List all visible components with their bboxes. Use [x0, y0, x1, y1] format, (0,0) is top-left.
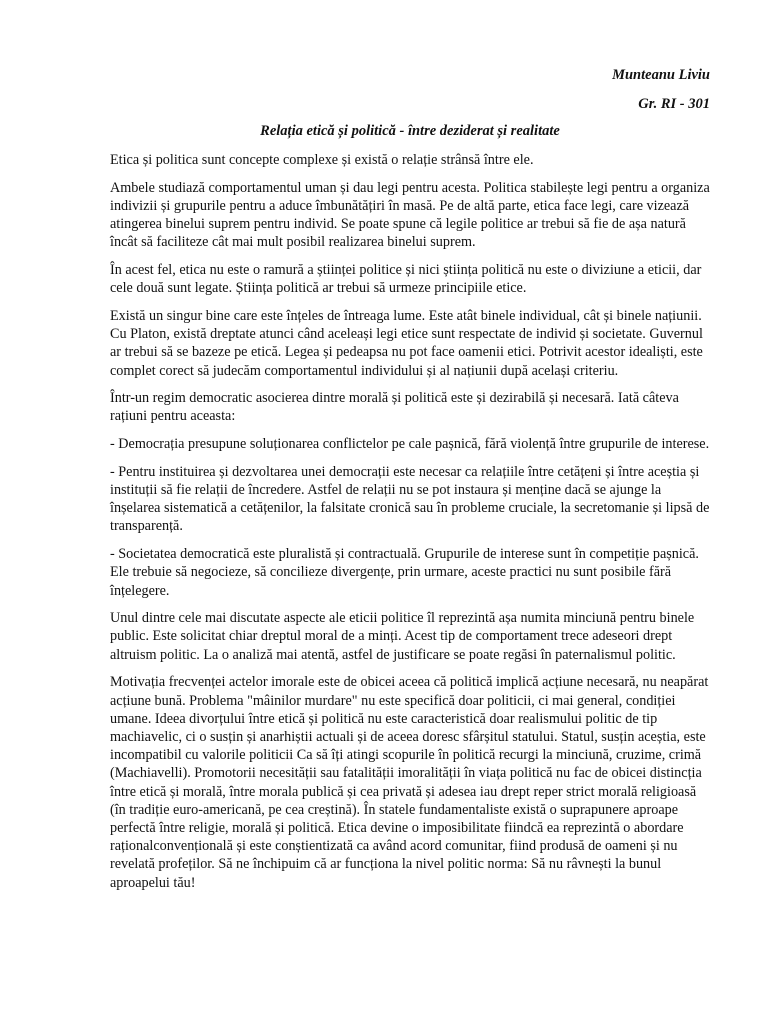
student-group: Gr. RI - 301 [638, 96, 710, 112]
document-page [110, 0, 710, 1024]
list-item: - Democrația presupune soluționarea conflictelor pe cale pașnică, fără violență între grupurile de interese. [110, 436, 710, 453]
document-title: Relația etică și politică - între deziderat și realitate [260, 123, 560, 139]
paragraph: Există un singur bine care este înțeles de întreaga lume. Este atât binele individual, cât și binele națiunii. Cu Platon, există dreptate atunci când aceleași legi etice sunt respectate de individ și societate. Guvernul ar trebui să se bazeze pe etică. Legea și pedeapsa nu pot face oamenii etici. Potrivit acestor idealiști, este complet corect să judecăm comportamentul individului și al națiunii după același criteriu. [110, 307, 703, 379]
paragraph: Ambele studiază comportamentul uman și dau legi pentru acesta. Politica stabilește legi pentru a organiza indivizii și grupurile pentru a aduce îmbunătățiri în masă. Pe de altă parte, etica face legi, care vizează atingerea binelui suprem pentru individ. Se poate spune că legile politice ar trebui să fie de așa natură încât să faciliteze cât mai mult posibil realizarea binelui suprem. [110, 179, 710, 251]
document-body [110, 151, 713, 901]
list-item: - Pentru instituirea și dezvoltarea unei democrații este necesar ca relațiile între cetățeni și între aceștia și instituții să fie relații de încredere. Astfel de relații nu se pot instaura și menține dacă se ajunge la înșelarea sistematică a cetățenilor, la falsitate cronică sau în probleme cruciale, la secretomanie și lipsă de transparență. [110, 463, 710, 535]
author-name: Munteanu Liviu [612, 67, 710, 83]
paragraph: Etica și politica sunt concepte complexe și există o relație strânsă între ele. [110, 152, 534, 168]
paragraph: Într-un regim democratic asocierea dintre morală și politică este și dezirabilă și necesară. Iată câteva rațiuni pentru aceasta: [110, 390, 679, 425]
paragraph: În acest fel, etica nu este o ramură a științei politice și nici știința politică nu este o diviziune a eticii, dar cele două sunt legate. Știința politică ar trebui să urmeze principiile etice. [110, 262, 702, 297]
list-item: - Societatea democratică este pluralistă și contractuală. Grupurile de interese sunt în competiție pașnică. Ele trebuie să negocieze, să concilieze divergențe, prin urmare, aceste practici nu sunt posibile fără înțelegere. [110, 546, 699, 599]
paragraph: Motivația frecvenței actelor imorale este de obicei aceea că politică implică acțiune necesară, nu neapărat acțiune bună. Problema "mâinilor murdare" nu este specifică doar politicii, ci mai general, condiției umane. Ideea divorțului între etică și politică nu este caracteristică doar realismului politic de tip machiavelic, ci o susțin și anarhiștii actuali și de aceea doresc sfârșitul statului. Statul, susțin aceștia, este incompatibil cu valorile politicii Ca să îți atingi scopurile în politică recurgi la minciună, cruzime, crimă (Machiavelli). Promotorii necesității sau fatalității imoralității în viața politică nu fac de obicei distincția între etică și morală, între morala publică și cea privată și adesea iau drept reper strict morală religioasă (în tradiție euro-americană, pe cea creștină). În statele fundamentaliste există o suprapunere aproape perfectă între religie, morală și politică. Etica devine o imposibilitate fiindcă ea reprezintă o abordare raționalconvențională și este conștientizată ca având acord comunitar, fiind produsă de oameni și nu revelată profeților. Să ne închipuim că ar funcționa la nivel politic norma: Să nu râvnești la bunul aproapelui tău! [110, 674, 709, 891]
paragraph: Unul dintre cele mai discutate aspecte ale eticii politice îl reprezintă așa numita minciună pentru binele public. Este solicitat chiar dreptul moral de a minți. Acest tip de comportament trece adeseori drept altruism politic. La o analiză mai atentă, astfel de justificare se poate regăsi în paternalismul politic. [110, 610, 695, 663]
